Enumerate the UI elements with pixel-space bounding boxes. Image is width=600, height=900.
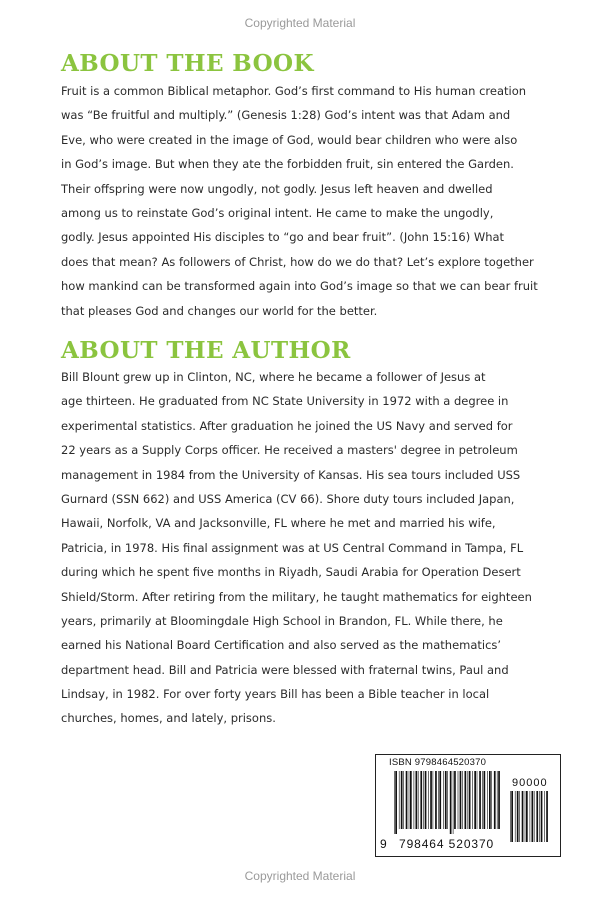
barcode-bar bbox=[425, 771, 427, 829]
about-book-paragraph bbox=[61, 79, 551, 323]
barcode-bar bbox=[460, 771, 462, 829]
about-book-line: how mankind can be transformed again into God’s image so that we can bear fruit bbox=[61, 279, 538, 294]
barcode-bar bbox=[450, 771, 452, 834]
about-author-heading: ABOUT THE AUTHOR bbox=[61, 337, 351, 364]
about-author-line: Hawaii, Norfolk, VA and Jacksonville, FL where he met and married his wife, bbox=[61, 516, 496, 531]
barcode-bar bbox=[526, 791, 528, 842]
barcode-bar bbox=[458, 771, 459, 829]
about-book-line: that pleases God and changes our world for the better. bbox=[61, 303, 378, 318]
barcode-leading-digit: 9 bbox=[380, 837, 387, 851]
barcode-bar bbox=[472, 771, 473, 829]
barcode-bar bbox=[515, 791, 516, 842]
about-author-line: churches, homes, and lately, prisons. bbox=[61, 711, 276, 726]
about-book-line: in God’s image. But when they ate the forbidden fruit, sin entered the Garden. bbox=[61, 157, 514, 172]
barcode-bar bbox=[546, 791, 548, 842]
copyright-watermark-top: Copyrighted Material bbox=[244, 16, 356, 30]
about-author-line: age thirteen. He graduated from NC State University in 1972 with a degree in bbox=[61, 394, 509, 409]
barcode-bar bbox=[394, 771, 395, 834]
isbn-label: ISBN 9798464520370 bbox=[389, 757, 487, 768]
barcode-bar bbox=[539, 791, 540, 842]
barcode-bar bbox=[406, 771, 408, 829]
barcode-bar bbox=[498, 771, 500, 829]
about-author-line: experimental statistics. After graduation he joined the US Navy and served for bbox=[61, 418, 513, 433]
about-author-line: Gurnard (SSN 662) and USS America (CV 66). Shore duty tours included Japan, bbox=[61, 491, 515, 506]
barcode-bar bbox=[414, 771, 415, 829]
barcode-bar bbox=[420, 771, 422, 829]
about-book-line: Their offspring were now ungodly, not godly. Jesus left heaven and dwelled bbox=[61, 181, 493, 196]
barcode-bar bbox=[519, 791, 520, 842]
about-author-line: years, primarily at Bloomingdale High School in Brandon, FL. While there, he bbox=[61, 613, 503, 628]
about-author-line: Bill Blount grew up in Clinton, NC, where he became a follower of Jesus at bbox=[61, 370, 486, 384]
barcode-bar bbox=[522, 791, 524, 842]
barcode-bar bbox=[462, 771, 463, 829]
about-author-line: earned his National Board Certification and also served as the mathematics’ bbox=[61, 638, 502, 653]
barcode-bar bbox=[465, 771, 467, 829]
isbn-barcode-block bbox=[375, 754, 561, 857]
about-author-line: 22 years as a Supply Corps officer. He received a masters' degree in petroleum bbox=[61, 443, 518, 458]
barcode-bar bbox=[484, 771, 486, 829]
barcode-bar bbox=[491, 771, 492, 829]
barcode-bar bbox=[534, 791, 535, 842]
about-author-line: during which he spent five months in Riyadh, Saudi Arabia for Operation Desert bbox=[61, 565, 521, 580]
barcode-bar bbox=[494, 771, 496, 829]
barcode-bar bbox=[532, 791, 534, 842]
barcode-bar bbox=[530, 791, 531, 842]
barcode-bar bbox=[399, 771, 400, 829]
barcode-bar bbox=[409, 771, 410, 829]
barcode-bar bbox=[428, 771, 429, 829]
barcode-bar bbox=[439, 771, 441, 829]
barcode-bar bbox=[510, 791, 511, 842]
barcode-bar bbox=[438, 771, 439, 829]
barcode-bar bbox=[410, 771, 412, 829]
barcode-bar bbox=[544, 791, 545, 842]
barcode-bar bbox=[511, 791, 513, 842]
about-book-line: does that mean? As followers of Christ, how do we do that? Let’s explore together bbox=[61, 254, 534, 269]
barcode-bar bbox=[517, 791, 519, 842]
barcode-bar bbox=[469, 771, 471, 829]
barcode-bar bbox=[416, 771, 418, 829]
about-book-line: Eve, who were created in the image of God, would bear children who were also bbox=[61, 132, 518, 147]
about-book-line: godly. Jesus appointed His disciples to “go and bear fruit”. (John 15:16) What bbox=[61, 230, 505, 245]
barcode-bar bbox=[395, 771, 397, 834]
about-author-line: department head. Bill and Patricia were blessed with fraternal twins, Paul and bbox=[61, 662, 509, 677]
barcode-bar bbox=[482, 771, 483, 829]
barcode-bar bbox=[487, 771, 488, 829]
barcode-bar bbox=[443, 771, 444, 829]
about-author-line: Shield/Storm. After retiring from the military, he taught mathematics for eighteen bbox=[61, 589, 532, 604]
barcode-bar bbox=[497, 771, 498, 829]
barcode-bar bbox=[477, 771, 478, 829]
barcode-bar bbox=[430, 771, 432, 829]
about-author-line: Lindsay, in 1982. For over forty years Bill has been a Bible teacher in local bbox=[61, 687, 490, 702]
barcode-bar bbox=[403, 771, 404, 829]
barcode-bar bbox=[453, 771, 454, 834]
barcode-bar bbox=[479, 771, 481, 829]
barcode-bar bbox=[433, 771, 434, 829]
barcode-bar bbox=[454, 771, 456, 829]
ean13-barcode bbox=[394, 771, 502, 834]
barcode-bar bbox=[536, 791, 538, 842]
about-book-line: was “Be fruitful and multiply.” (Genesis 1:28) God’s intent was that Adam and bbox=[61, 108, 511, 123]
about-book-line: Fruit is a common Biblical metaphor. God’s first command to His human creation bbox=[61, 84, 527, 98]
about-author-paragraph bbox=[61, 365, 551, 731]
barcode-bar bbox=[445, 771, 447, 829]
barcode-digits: 798464 520370 bbox=[399, 837, 495, 851]
price-addon-barcode bbox=[510, 791, 548, 847]
barcode-bar bbox=[418, 771, 419, 829]
copyright-watermark-bottom: Copyrighted Material bbox=[244, 869, 356, 883]
barcode-bar bbox=[468, 771, 469, 829]
barcode-bar bbox=[447, 771, 448, 829]
barcode-bar bbox=[401, 771, 403, 829]
about-author-line: Patricia, in 1978. His final assignment was at US Central Command in Tampa, FL bbox=[61, 540, 524, 555]
price-addon-digits: 90000 bbox=[512, 777, 548, 789]
barcode-bar bbox=[474, 771, 476, 829]
barcode-bar bbox=[435, 771, 437, 829]
about-book-heading: ABOUT THE BOOK bbox=[61, 50, 314, 77]
about-author-line: management in 1984 from the University of Kansas. His sea tours included USS bbox=[61, 467, 521, 482]
about-book-line: among us to reinstate God’s original intent. He came to make the ungodly, bbox=[61, 205, 494, 220]
barcode-bar bbox=[423, 771, 424, 829]
barcode-bar bbox=[541, 791, 543, 842]
barcode-bar bbox=[489, 771, 491, 829]
barcode-bar bbox=[525, 791, 526, 842]
